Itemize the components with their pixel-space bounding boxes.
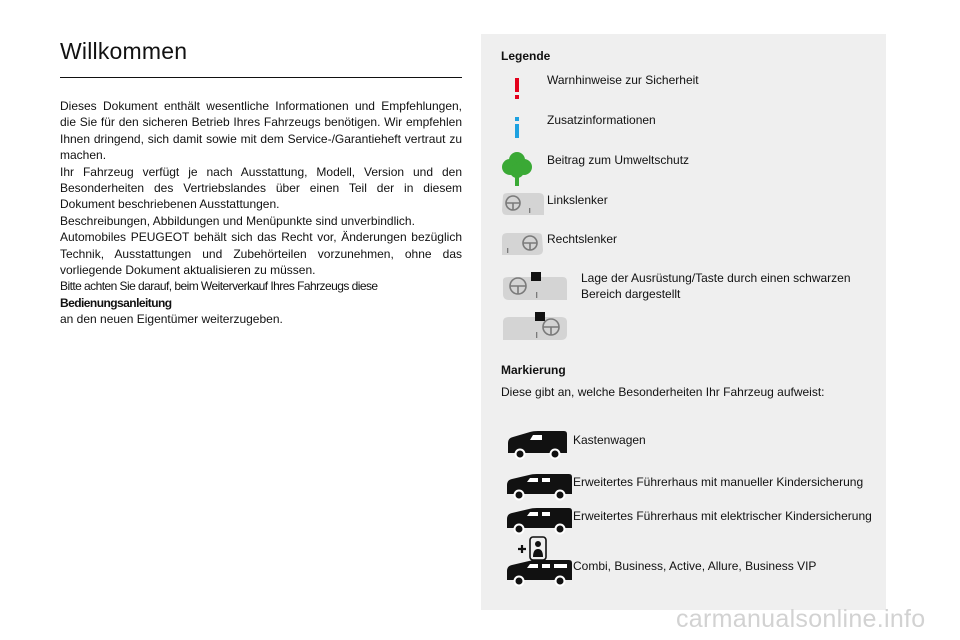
warning-icon <box>510 76 524 105</box>
legend-heading: Legende <box>501 49 551 63</box>
passenger-van-icon <box>505 558 573 593</box>
title-divider <box>60 77 462 78</box>
intro-paragraph: Automobiles PEUGEOT behält sich das Recht vor, Änderungen bezüglich Technik, Ausstattungen und Zubehörteilen vorzunehmen, ohne das vorliegende Dokument aktualisieren zu müssen. <box>60 230 462 278</box>
left-hand-drive-icon <box>499 190 545 223</box>
black-area-dashboard-icon <box>501 272 567 309</box>
legend-label: Rechtslenker <box>547 232 618 246</box>
marking-description: Diese gibt an, welche Besonderheiten Ihr Fahrzeug aufweist: <box>501 385 825 399</box>
black-area-dashboard-icon <box>503 312 569 349</box>
legend-label: Warnhinweise zur Sicherheit <box>547 73 699 87</box>
intro-text-start: Bitte achten Sie darauf, beim Weiterverkauf Ihres Fahrzeugs diese <box>60 279 378 294</box>
legend-panel <box>481 34 886 610</box>
page-title: Willkommen <box>60 38 188 64</box>
legend-label: Lage der Ausrüstung/Taste durch einen schwarzen Bereich dargestellt <box>581 271 851 301</box>
info-icon <box>510 116 524 145</box>
intro-paragraph <box>60 278 462 327</box>
right-hand-drive-icon <box>499 230 545 263</box>
legend-label: Beitrag zum Umweltschutz <box>547 153 690 167</box>
marking-label: Erweitertes Führerhaus mit manueller Kindersicherung <box>573 475 864 489</box>
intro-paragraph: Dieses Dokument enthält wesentliche Informationen und Empfehlungen, die Sie für den sicheren Betrieb Ihres Fahrzeugs benötigen. Wir empfehlen Ihnen dringend, sich damit sowie mit dem Service-/Garantieheft vertraut zu machen. <box>60 99 462 163</box>
intro-text <box>60 98 462 328</box>
legend-label: Linkslenker <box>547 193 608 207</box>
tree-icon <box>502 151 532 192</box>
marking-label: Erweitertes Führerhaus mit elektrischer Kindersicherung <box>573 509 872 523</box>
extended-cab-van-icon <box>505 472 573 507</box>
legend-label: Zusatzinformationen <box>547 113 656 127</box>
intro-paragraph: Beschreibungen, Abbildungen und Menüpunkte sind unverbindlich. <box>60 213 415 228</box>
intro-column <box>60 38 462 328</box>
watermark: carmanualsonline.info <box>676 605 926 633</box>
manual-keyword: Bedienungsanleitung <box>60 295 172 310</box>
marking-label: Kastenwagen <box>573 433 646 447</box>
van-icon <box>506 429 568 466</box>
intro-paragraph: Ihr Fahrzeug verfügt je nach Ausstattung, Modell, Version und den Besonderheiten des Vertriebslandes über einen Teil der in diesem Dokument beschriebenen Ausstattungen. <box>60 164 462 212</box>
marking-heading: Markierung <box>501 363 566 377</box>
intro-text-end: an den neuen Eigentümer weiterzugeben. <box>60 312 283 327</box>
marking-label: Combi, Business, Active, Allure, Business VIP <box>573 559 817 573</box>
